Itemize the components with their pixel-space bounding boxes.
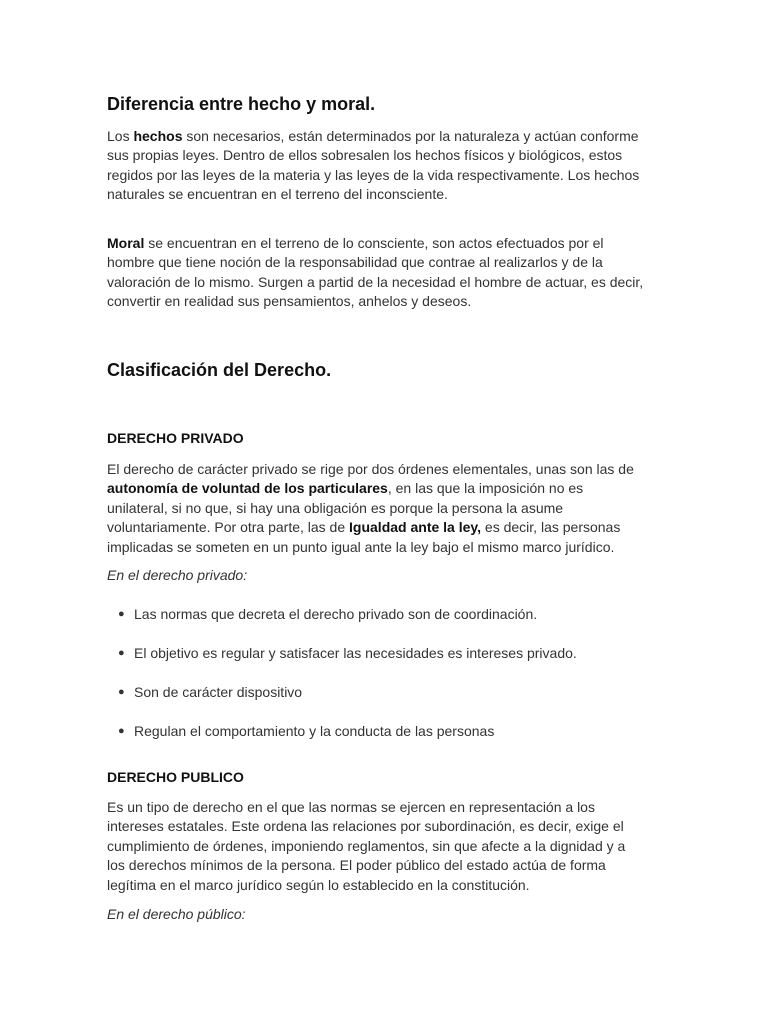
paragraph-derecho-publico: Es un tipo de derecho en el que las normas se ejercen en representación a los intereses estatales. Este ordena las relaciones por subordinación, es decir, exige el cumplimiento de órdenes, imponiendo reglamentos, sin que afecte a la dignidad y a los derechos mínimos de la persona. El poder público del estado actúa de forma legítima en el marco jurídico según lo establecido en la constitución.: [107, 799, 626, 893]
heading-clasificacion: Clasificación del Derecho.: [107, 360, 332, 380]
privado-text-e: es decir, las personas implicadas se someten en un punto igual ante la ley bajo el mismo marco jurídico.: [107, 519, 621, 555]
list-item: [118, 605, 538, 624]
privado-text-c: , en las que la imposición no es unilateral, si no que, si hay una obligación es porque la persona la asume voluntariamente. Por otra parte, las de: [107, 480, 584, 536]
list-item-text: Regulan el comportamiento y la conducta de las personas: [134, 723, 495, 739]
privado-text-a: El derecho de carácter privado se rige por dos órdenes elementales, unas son las de: [107, 461, 634, 477]
subheading-derecho-privado: DERECHO PRIVADO: [107, 430, 244, 446]
intro-derecho-privado: En el derecho privado:: [107, 567, 248, 583]
intro-derecho-publico: En el derecho público:: [107, 906, 246, 922]
hechos-rest: son necesarios, están determinados por la naturaleza y actúan conforme sus propias leyes. Dentro de ellos sobresalen los hechos físicos y biológicos, estos regidos por las leyes de la materia y las leyes de la vida respectivamente. Los hechos naturales se encuentran en el terreno del inconsciente.: [107, 128, 640, 203]
moral-bold: Moral: [107, 235, 145, 251]
privado-bold-autonomia: autonomía de voluntad de los particulares: [107, 480, 388, 497]
heading-diferencia: Diferencia entre hecho y moral.: [107, 94, 376, 114]
list-item-text: Las normas que decreta el derecho privado son de coordinación.: [134, 606, 538, 622]
paragraph-moral: [107, 234, 647, 312]
list-item: [118, 683, 303, 702]
privado-bold-igualdad: Igualdad ante la ley,: [349, 519, 482, 536]
list-item-text: El objetivo es regular y satisfacer las necesidades es intereses privado.: [134, 645, 577, 661]
paragraph-hechos: [107, 127, 647, 205]
list-item-text: Son de carácter dispositivo: [134, 684, 303, 700]
paragraph-derecho-privado: [107, 460, 647, 557]
list-item: [118, 722, 495, 741]
hechos-bold: hechos: [133, 128, 183, 144]
hechos-lead: Los: [107, 128, 134, 144]
list-item: [118, 644, 577, 663]
bullet-icon: ●: [118, 725, 125, 737]
bullet-icon: ●: [118, 608, 125, 620]
bullet-icon: ●: [118, 647, 125, 659]
moral-rest: se encuentran en el terreno de lo consciente, son actos efectuados por el hombre que tiene noción de la responsabilidad que contrae al realizarlos y de la valoración de lo mismo. Surgen a partid de la necesidad el hombre de actuar, es decir, convertir en realidad sus pensamientos, anhelos y deseos.: [107, 235, 644, 310]
bullet-icon: ●: [118, 686, 125, 698]
subheading-derecho-publico: DERECHO PUBLICO: [107, 769, 244, 785]
